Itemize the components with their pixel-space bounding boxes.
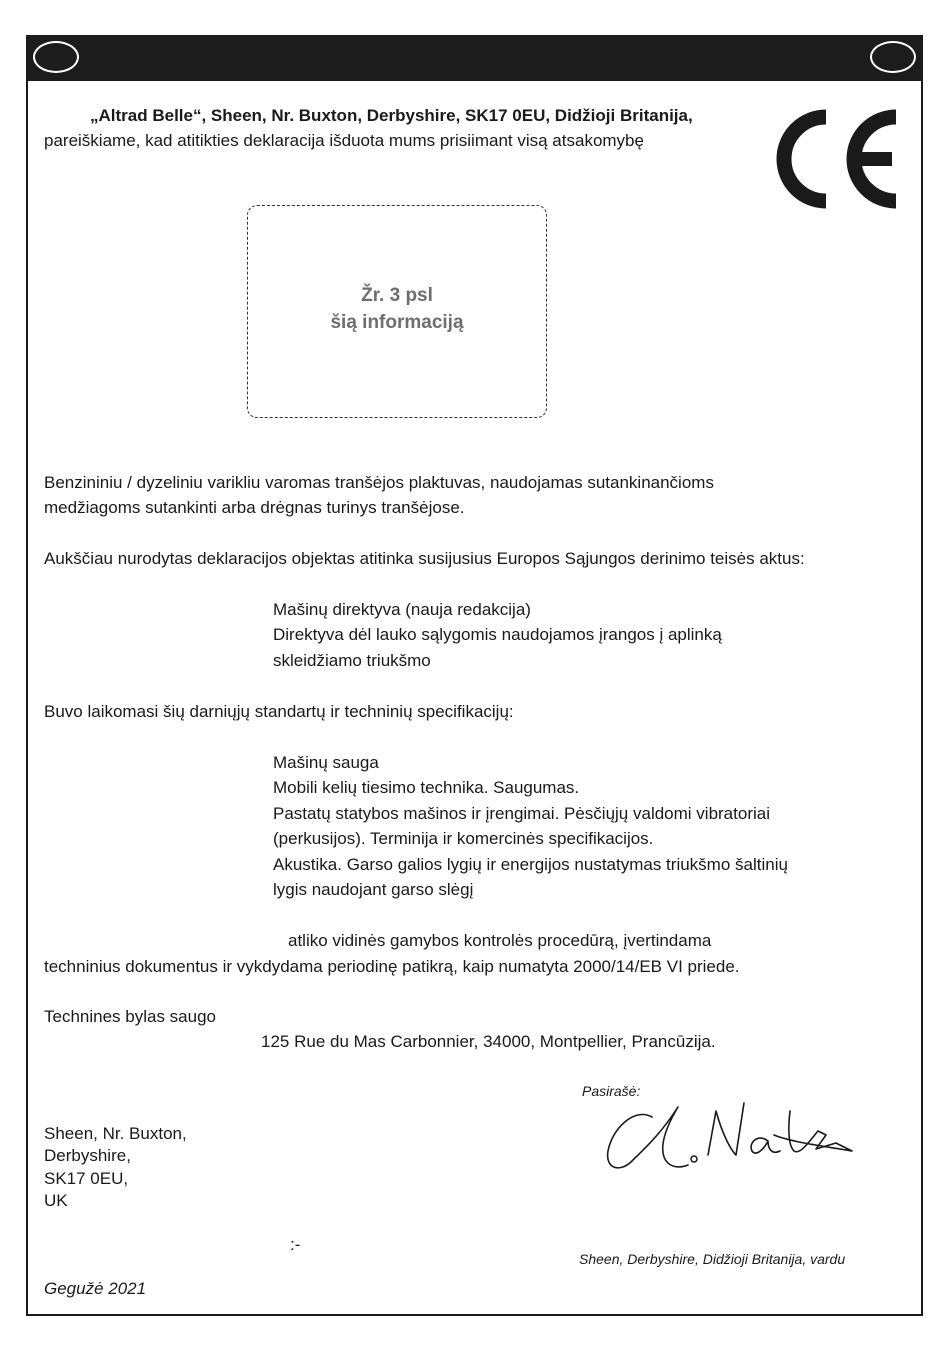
description-line2: medžiagoms sutankinti arba drėgnas turinys tranšėjose. [44,498,465,517]
handwritten-signature [604,1093,856,1175]
info-box-line1: Žr. 3 psl [361,285,433,306]
standards-intro: Buvo laikomasi šių darniųjų standartų ir techninių specifikacijų: [44,702,514,721]
info-box-line2: šią informaciją [330,312,464,333]
description-line1: Benzininiu / dyzeliniu varikliu varomas tranšėjos plaktuvas, naudojamas sutankinančioms [44,473,714,492]
signature-label: Pasirašė: [582,1083,641,1099]
directive-item: Direktyva dėl lauko sąlygomis naudojamos įrangos į aplinką [273,625,722,644]
binder-hole-left [33,41,79,73]
procedure-line1: atliko vidinės gamybos kontrolės procedūrą, įvertindama [288,931,712,950]
separator-mark: :- [290,1235,301,1254]
signature-on-behalf: Sheen, Derbyshire, Didžioji Britanija, vardu [579,1251,846,1267]
address-line: SK17 0EU, [44,1169,129,1188]
address-line: Sheen, Nr. Buxton, [44,1124,187,1143]
directive-item: Mašinų direktyva (nauja redakcija) [273,600,531,619]
technical-file-label: Technines bylas saugo [44,1007,217,1026]
company-line: „Altrad Belle“, Sheen, Nr. Buxton, Derbyshire, SK17 0EU, Didžioji Britanija, [90,106,693,125]
standard-item: Akustika. Garso galios lygių ir energijos nustatymas triukšmo šaltinių [273,855,788,874]
technical-file-address: 125 Rue du Mas Carbonnier, 34000, Montpellier, Prancūzija. [261,1032,716,1051]
standard-item: Pastatų statybos mašinos ir įrengimai. Pėsčiųjų valdomi vibratoriai [273,804,770,823]
procedure-line2: techninius dokumentus ir vykdydama periodinę patikrą, kaip numatyta 2000/14/EB VI priede. [44,957,740,976]
ce-mark [770,103,904,215]
address-line: Derbyshire, [44,1146,131,1165]
info-placeholder-box [247,205,547,418]
directive-item: skleidžiamo triukšmo [273,651,431,670]
standard-item: Mašinų sauga [273,753,379,772]
declaration-line: pareiškiame, kad atitikties deklaracija išduota mums prisiimant visą atsakomybę [44,131,644,150]
conformity-statement: Aukščiau nurodytas deklaracijos objektas atitinka susijusius Europos Sąjungos derinimo teisės aktus: [44,549,805,568]
header-bar [26,35,923,81]
address-line: UK [44,1191,68,1210]
standard-item: Mobili kelių tiesimo technika. Saugumas. [273,778,580,797]
binder-hole-right [870,41,916,73]
standard-item: (perkusijos). Terminija ir komercinės specifikacijos. [273,829,654,848]
standard-item: lygis naudojant garso slėgį [273,880,474,899]
document-date: Gegužė 2021 [44,1279,147,1298]
